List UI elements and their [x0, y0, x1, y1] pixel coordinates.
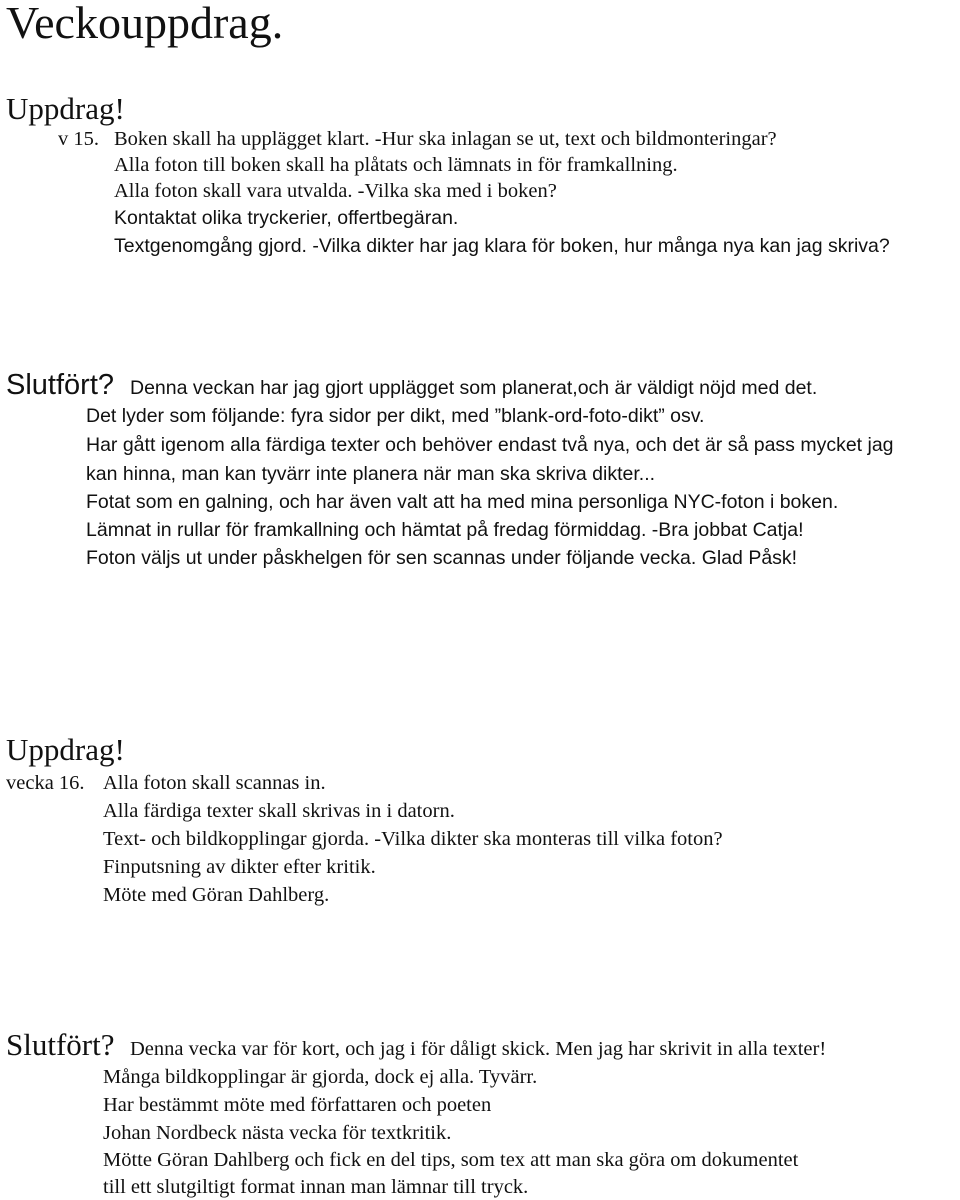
result-line: till ett slutgiltigt format innan man lämnar till tryck.	[103, 1176, 529, 1198]
result-line: Många bildkopplingar är gjorda, dock ej alla. Tyvärr.	[103, 1066, 538, 1088]
task-line: Textgenomgång gjord. -Vilka dikter har jag klara för boken, hur många nya kan jag skriva?	[114, 235, 890, 257]
result-line: Denna veckan har jag gjort upplägget som planerat,och är väldigt nöjd med det.	[130, 377, 818, 399]
task-line: Boken skall ha upplägget klart. -Hur ska inlagan se ut, text och bildmonteringar?	[114, 128, 777, 150]
result-line: Har gått igenom alla färdiga texter och behöver endast två nya, och det är så pass mycket jag	[86, 434, 894, 456]
result-line: Mötte Göran Dahlberg och fick en del tips, som tex att man ska göra om dokumentet	[103, 1149, 799, 1171]
result-line: kan hinna, man kan tyvärr inte planera när man ska skriva dikter...	[86, 463, 656, 485]
section-heading-slutfort-v15: Slutfört?	[6, 369, 114, 401]
result-line: Har bestämmt möte med författaren och poeten	[103, 1094, 492, 1116]
task-line: Alla foton till boken skall ha plåtats och lämnats in för framkallning.	[114, 154, 678, 176]
page-title: Veckouppdrag.	[6, 0, 284, 48]
task-line: Alla foton skall vara utvalda. -Vilka ska med i boken?	[114, 180, 557, 202]
task-line: Alla foton skall scannas in.	[103, 772, 326, 794]
result-line: Lämnat in rullar för framkallning och hämtat på fredag förmiddag. -Bra jobbat Catja!	[86, 519, 804, 541]
section-heading-uppdrag-v16: Uppdrag!	[6, 732, 125, 767]
task-line: Kontaktat olika tryckerier, offertbegäran.	[114, 207, 459, 229]
section-heading-slutfort-v16: Slutfört?	[6, 1027, 115, 1062]
result-line: Det lyder som följande: fyra sidor per dikt, med ”blank-ord-foto-dikt” osv.	[86, 405, 705, 427]
result-line: Foton väljs ut under påskhelgen för sen scannas under följande vecka. Glad Påsk!	[86, 547, 798, 569]
week-label-v15: v 15.	[58, 128, 99, 150]
task-line: Alla färdiga texter skall skrivas in i datorn.	[103, 800, 455, 822]
result-line: Johan Nordbeck nästa vecka för textkritik.	[103, 1122, 452, 1144]
result-line: Fotat som en galning, och har även valt att ha med mina personliga NYC-foton i boken.	[86, 491, 839, 513]
task-line: Finputsning av dikter efter kritik.	[103, 856, 376, 878]
task-line: Möte med Göran Dahlberg.	[103, 884, 330, 906]
result-line: Denna vecka var för kort, och jag i för dåligt skick. Men jag har skrivit in alla texter!	[130, 1038, 827, 1060]
section-heading-uppdrag-v15: Uppdrag!	[6, 91, 125, 126]
task-line: Text- och bildkopplingar gjorda. -Vilka dikter ska monteras till vilka foton?	[103, 828, 723, 850]
week-label-v16: vecka 16.	[6, 772, 85, 794]
